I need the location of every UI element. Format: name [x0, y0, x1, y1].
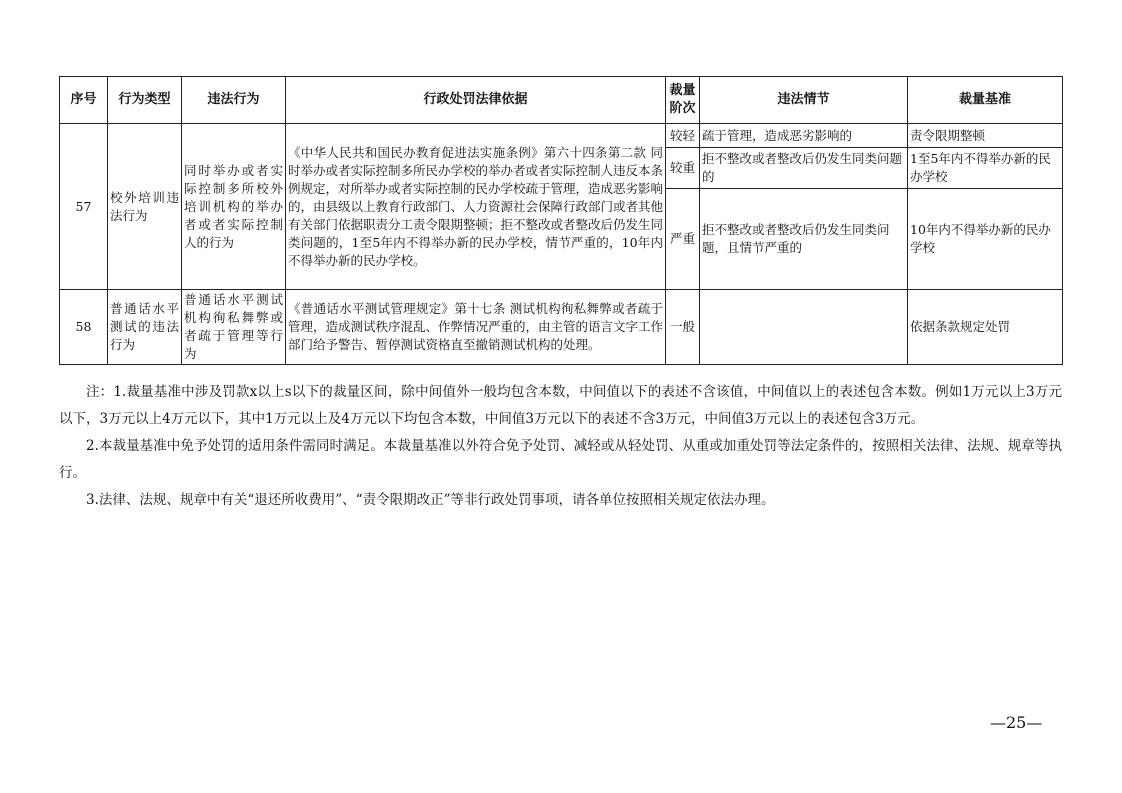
row-level: 一般: [666, 290, 700, 365]
header-act: 违法行为: [182, 77, 286, 124]
table-notes: [59, 379, 1062, 514]
note-2: 2.本裁量基准中免予处罚的适用条件需同时满足。本裁量基准以外符合免予处罚、减轻或从轻处罚、从重或加重处罚等法定条件的，按照相关法律、法规、规章等执行。: [59, 438, 1062, 481]
row-circumstance: [700, 290, 908, 365]
row-act: 普通话水平测试机构徇私舞弊或者疏于管理等行为: [182, 290, 286, 365]
penalty-standard-table: [59, 76, 1063, 365]
row-basis: 《中华人民共和国民办教育促进法实施条例》第六十四条第二款 同时举办或者实际控制多所民办学校的举办者或者实际控制人违反本条例规定，对所举办或者实际控制的民办学校疏于管理，造成恶劣影响的，由县级以上教育行政部门、人力资源社会保障行政部门或者其他有关部门依据职责分工责令限期整顿；拒不整改或者整改后仍发生同类问题的，1至5年内不得举办新的民办学校，情节严重的，10年内不得举办新的民办学校。: [286, 124, 666, 290]
row-type: 校外培训违法行为: [108, 124, 182, 290]
row-level: 较重: [666, 148, 700, 189]
row-level: 严重: [666, 189, 700, 290]
note-3: 3.法律、法规、规章中有关“退还所收费用”、“责令限期改正”等非行政处罚事项，请各单位按照相关规定依法办理。: [86, 492, 775, 508]
table-row: [60, 290, 1063, 365]
row-circumstance: 拒不整改或者整改后仍发生同类问题，且情节严重的: [700, 189, 908, 290]
table-row: [60, 124, 1063, 148]
header-no: 序号: [60, 77, 108, 124]
row-standard: 依据条款规定处罚: [908, 290, 1063, 365]
header-type: 行为类型: [108, 77, 182, 124]
row-basis: 《普通话水平测试管理规定》第十七条 测试机构徇私舞弊或者疏于管理，造成测试秩序混乱、作弊情况严重的，由主管的语言文字工作部门给予警告、暂停测试资格直至撤销测试机构的处理。: [286, 290, 666, 365]
row-no: 58: [60, 290, 108, 365]
row-standard: 责令限期整顿: [908, 124, 1063, 148]
row-type: 普通话水平测试的违法行为: [108, 290, 182, 365]
header-standard: 裁量基准: [908, 77, 1063, 124]
row-level: 较轻: [666, 124, 700, 148]
page-number: —25—: [990, 713, 1043, 732]
row-standard: 1至5年内不得举办新的民办学校: [908, 148, 1063, 189]
header-level: 裁量阶次: [666, 77, 700, 124]
row-circumstance: 疏于管理，造成恶劣影响的: [700, 124, 908, 148]
table-header-row: [60, 77, 1063, 124]
row-act: 同时举办或者实际控制多所校外培训机构的举办者或者实际控制人的行为: [182, 124, 286, 290]
header-circumstance: 违法情节: [700, 77, 908, 124]
row-circumstance: 拒不整改或者整改后仍发生同类问题的: [700, 148, 908, 189]
header-basis: 行政处罚法律依据: [286, 77, 666, 124]
row-standard: 10年内不得举办新的民办学校: [908, 189, 1063, 290]
row-no: 57: [60, 124, 108, 290]
note-1: 注：1.裁量基准中涉及罚款x以上s以下的裁量区间，除中间值外一般均包含本数，中间值以下的表述不含该值，中间值以上的表述包含本数。例如1万元以上3万元以下，3万元以上4万元以下，其中1万元以上及4万元以下均包含本数，中间值3万元以下的表述不含3万元，中间值3万元以上的表述包含3万元。: [59, 384, 1062, 427]
